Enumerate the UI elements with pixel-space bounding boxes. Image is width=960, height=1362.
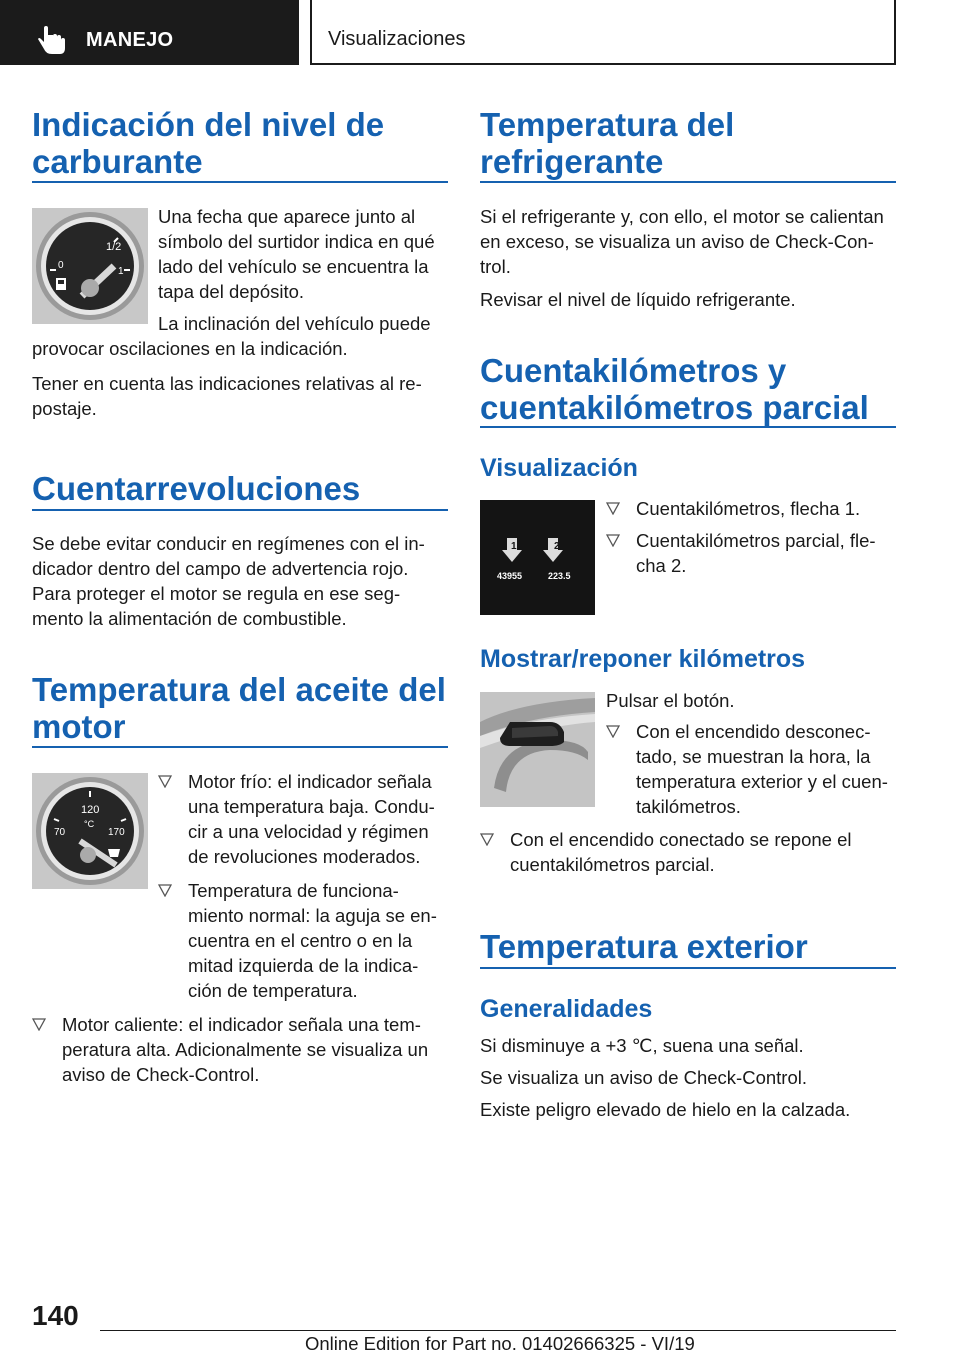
triangle-bullet-icon [480, 832, 494, 846]
header-section-tab [0, 0, 299, 65]
oil-heading: Temperatura del aceite del motor [32, 671, 446, 745]
fuel-heading: Indicación del nivel de carburante [32, 106, 385, 180]
odometer-heading: Cuentakilómetros y cuentakilómetros parcial [480, 352, 869, 426]
divider [32, 181, 448, 183]
display-subheading: Visualización [480, 454, 638, 482]
triangle-bullet-icon [606, 724, 620, 738]
svg-text:0: 0 [58, 260, 64, 271]
coolant-paragraph-2: Revisar el nivel de líquido refrigerante. [480, 289, 796, 310]
odometer-bullet-2: Cuentakilómetros parcial, fle- cha 2. [606, 528, 896, 578]
svg-text:70: 70 [54, 827, 66, 838]
divider [32, 509, 448, 511]
divider [480, 426, 896, 428]
edition-note: Online Edition for Part no. 01402666325 - VI/19 [305, 1333, 695, 1354]
svg-text:1/2: 1/2 [106, 241, 122, 253]
fuel-gauge-image [32, 208, 148, 324]
odometer-bullet-1: Cuentakilómetros, flecha 1. [606, 496, 896, 521]
divider [32, 746, 448, 748]
coolant-heading: Temperatura del refrigerante [480, 106, 735, 180]
chapter-title: Visualizaciones [328, 28, 466, 50]
header-chapter-box [310, 0, 896, 65]
oil-gauge-image [32, 773, 148, 889]
svg-text:170: 170 [108, 827, 125, 838]
reset-button-image [480, 692, 595, 807]
page-number: 140 [32, 1300, 79, 1331]
odometer-display-image [480, 500, 595, 615]
odometer-bullet-4: Con el encendido conectado se repone el cuentakilómetros parcial. [480, 827, 896, 877]
oil-bullet-2: Temperatura de funciona- miento normal: la aguja se en- cuentra en el centro o en la mitad izquierda de la indica- ción de temperatura. [158, 878, 448, 1003]
svg-text:43955: 43955 [497, 571, 523, 581]
oil-bullet-1: Motor frío: el indicador señala una temperatura baja. Condu- cir a una velocidad y régimen de revoluciones moderados. [158, 769, 448, 869]
outside-paragraph-2: Se visualiza un aviso de Check-Control. [480, 1067, 807, 1088]
svg-text:1: 1 [118, 266, 124, 277]
triangle-bullet-icon [158, 774, 172, 788]
general-subheading: Generalidades [480, 995, 653, 1023]
svg-text:223.5: 223.5 [548, 571, 571, 581]
reset-subheading: Mostrar/reponer kilómetros [480, 645, 806, 673]
outside-temp-heading: Temperatura exterior [480, 928, 808, 965]
oil-bullet-3: Motor caliente: el indicador señala una tem- peratura alta. Adicionalmente se visualiza un aviso de Check-Control. [32, 1012, 448, 1087]
fuel-paragraph-3: Tener en cuenta las indicaciones relativas al re- postaje. [32, 373, 422, 419]
hand-pointer-icon [36, 24, 70, 56]
svg-text:°C: °C [84, 819, 95, 829]
section-title: MANEJO [86, 29, 174, 51]
triangle-bullet-icon [158, 883, 172, 897]
rev-paragraph: Se debe evitar conducir en regímenes con el in- dicador dentro del campo de advertencia rojo. Para proteger el motor se regula en ese seg- mento la alimentación de combustible. [32, 533, 425, 629]
coolant-paragraph-1: Si el refrigerante y, con ello, el motor se calientan en exceso, se visualiza un aviso de Check-Con- trol. [480, 206, 884, 277]
odometer-bullet-3: Con el encendido desconec- tado, se muestran la hora, la temperatura exterior y el cuen- takilómetros. [606, 719, 896, 819]
triangle-bullet-icon [606, 501, 620, 515]
press-button-text: Pulsar el botón. [606, 690, 735, 711]
outside-paragraph-3: Existe peligro elevado de hielo en la calzada. [480, 1099, 851, 1120]
fuel-paragraph-1: Una fecha que aparece junto al símbolo del surtidor indica en qué lado del vehículo se encuentra la tapa del depósito. [158, 206, 435, 302]
triangle-bullet-icon [32, 1017, 46, 1031]
svg-text:1: 1 [511, 541, 517, 552]
fuel-paragraph-2: La inclinación del vehículo puede provocar oscilaciones en la indicación. [32, 313, 431, 359]
rev-heading: Cuentarrevoluciones [32, 470, 361, 507]
svg-text:120: 120 [81, 804, 100, 816]
divider [480, 181, 896, 183]
triangle-bullet-icon [606, 533, 620, 547]
footer-divider [100, 1330, 896, 1331]
svg-text:2: 2 [554, 541, 560, 552]
outside-paragraph-1: Si disminuye a +3 ℃, suena una señal. [480, 1035, 804, 1056]
divider [480, 967, 896, 969]
